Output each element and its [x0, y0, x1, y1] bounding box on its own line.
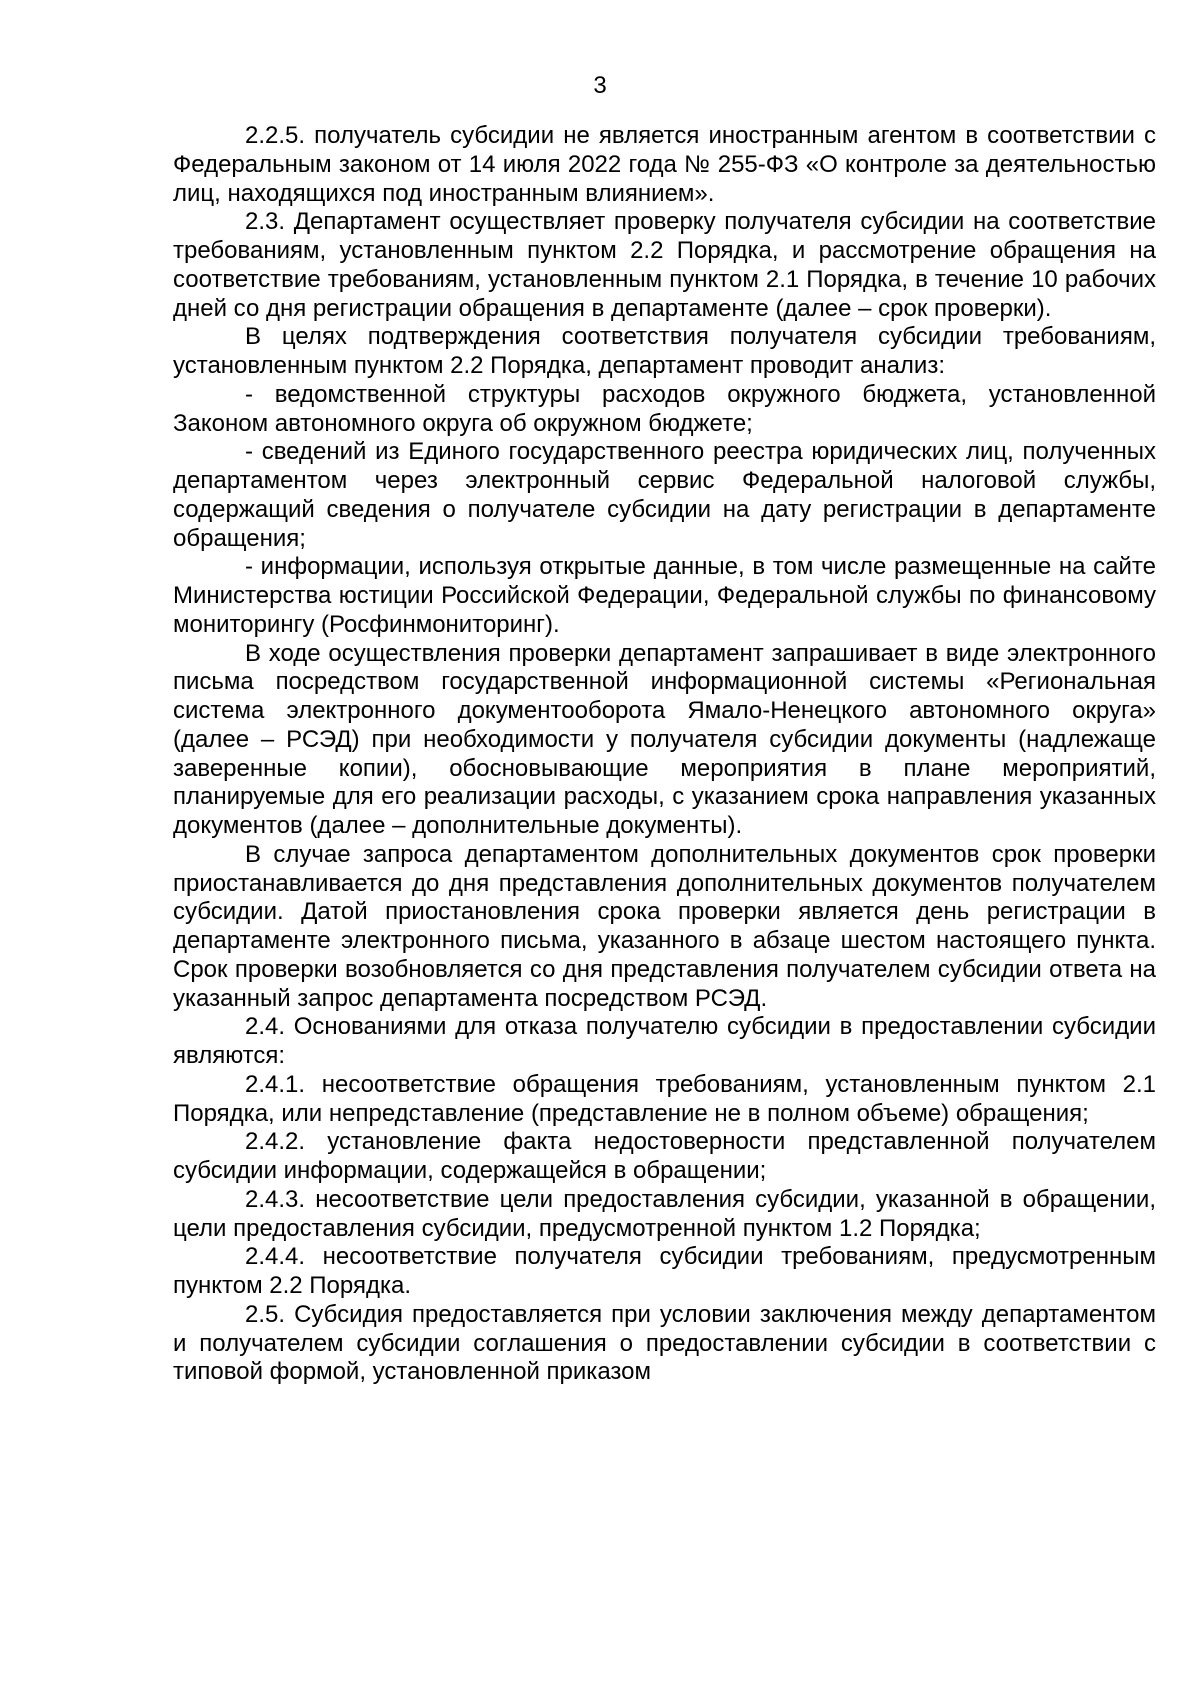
- document-body: [173, 122, 1156, 1387]
- paragraph-verification-purpose: В целях подтверждения соответствия получателя субсидии требованиям, установленным пунктом 2.2 Порядка, департамент проводит анализ:: [173, 323, 1156, 379]
- paragraph-2-4-1: 2.4.1. несоответствие обращения требованиям, установленным пунктом 2.1 Порядка, или непредставление (представление не в полном объеме) обращения;: [173, 1070, 1156, 1127]
- paragraph-2-4-2: 2.4.2. установление факта недостоверности представленной получателем субсидии информации, содержащейся в обращении;: [173, 1128, 1156, 1184]
- paragraph-2-4-4: 2.4.4. несоответствие получателя субсидии требованиям, предусмотренным пунктом 2.2 Порядка.: [173, 1243, 1156, 1299]
- paragraph-2-3: 2.3. Департамент осуществляет проверку получателя субсидии на соответствие требованиям, установленным пунктом 2.2 Порядка, и рассмотрение обращения на соответствие требованиям, установленным пунктом 2.1 Порядка, в течение 10 рабочих дней со дня регистрации обращения в департаменте (далее – срок проверки).: [173, 208, 1156, 322]
- paragraph-2-2-5: 2.2.5. получатель субсидии не является иностранным агентом в соответствии с Федеральным законом от 14 июля 2022 года № 255-ФЗ «О контроле за деятельностью лиц, находящихся под иностранным влиянием».: [173, 122, 1156, 207]
- paragraph-2-4: 2.4. Основаниями для отказа получателю субсидии в предоставлении субсидии являются:: [173, 1013, 1156, 1069]
- page-number: 3: [593, 72, 607, 99]
- list-item-budget-structure: - ведомственной структуры расходов окружного бюджета, установленной Законом автономного округа об окружном бюджете;: [173, 380, 1156, 437]
- list-item-egrul-data: - сведений из Единого государственного реестра юридических лиц, полученных департаментом через электронный сервис Федеральной налоговой службы, содержащий сведения о получателе субсидии на дату регистрации в департаменте обращения;: [173, 438, 1156, 552]
- list-item-open-data: - информации, используя открытые данные, в том числе размещенные на сайте Министерства юстиции Российской Федерации, Федеральной службы по финансовому мониторингу (Росфинмониторинг).: [173, 553, 1156, 638]
- paragraph-2-4-3: 2.4.3. несоответствие цели предоставления субсидии, указанной в обращении, цели предоставления субсидии, предусмотренной пунктом 1.2 Порядка;: [173, 1185, 1156, 1242]
- paragraph-2-5: 2.5. Субсидия предоставляется при условии заключения между департаментом и получателем субсидии соглашения о предоставлении субсидии в соответствии с типовой формой, установленной приказом: [173, 1300, 1156, 1386]
- paragraph-check-suspension: В случае запроса департаментом дополнительных документов срок проверки приостанавливается до дня представления дополнительных документов получателем субсидии. Датой приостановления срока проверки является день регистрации в департаменте электронного письма, указанного в абзаце шестом настоящего пункта. Срок проверки возобновляется со дня представления получателем субсидии ответа на указанный запрос департамента посредством РСЭД.: [173, 840, 1156, 1012]
- paragraph-document-request: В ходе осуществления проверки департамент запрашивает в виде электронного письма посредством государственной информационной системы «Региональная система электронного документооборота Ямало-Ненецкого автономного округа» (далее – РСЭД) при необходимости у получателя субсидии документы (надлежаще заверенные копии), обосновывающие мероприятия в плане мероприятий, планируемые для его реализации расходы, с указанием срока направления указанных документов (далее – дополнительные документы).: [173, 639, 1156, 839]
